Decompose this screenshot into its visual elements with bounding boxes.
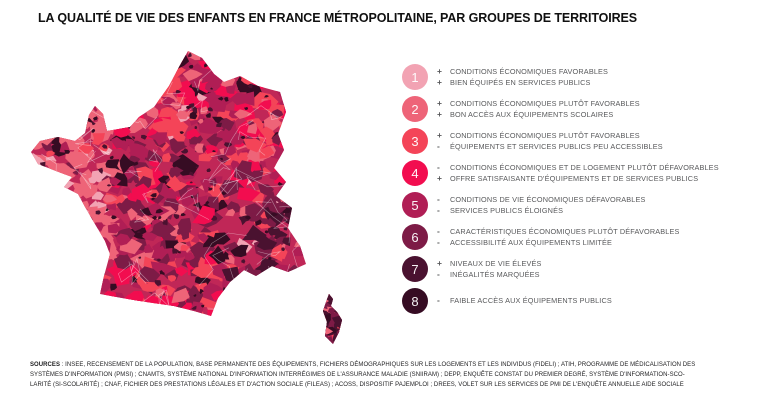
legend-group-5 (402, 192, 754, 218)
plus-sign: + (437, 129, 442, 140)
sources-label: SOURCES (30, 362, 61, 368)
plus-sign: + (437, 65, 442, 76)
legend-text: INÉGALITÉS MARQUÉES (450, 270, 540, 279)
sources-line-1: : INSEE, RECENSEMENT DE LA POPULATION, BASE PERMANENTE DES ÉQUIPEMENTS, FICHIERS DÉMOGRAPHIQUES SUR LES LOGEMENTS ET LES INDIVIDUS (FIDELI) ; ATIH, PROGRAMME DE MÉDICALISATION DES (60, 362, 696, 368)
minus-sign: - (437, 141, 440, 151)
plus-sign: + (437, 97, 442, 108)
legend-text: CARACTÉRISTIQUES ÉCONOMIQUES PLUTÔT DÉFAVORABLES (450, 226, 680, 236)
choropleth-map-container (28, 48, 360, 356)
sources-line-2: SYSTÈMES D'INFORMATION (PMSI) ; CNAMTS, SYSTÈME NATIONAL D'INFORMATION INTERRÉGIMES DE L'ASSURANCE MALADIE (SNIIRAM) ; DEPP, ENQUÊTE CONSTAT DU PREMIER DEGRÉ, SYSTÈME D'INFORMATION-SCO- (30, 372, 685, 378)
minus-sign: - (437, 161, 440, 172)
minus-sign: - (437, 193, 440, 204)
legend-group-4 (402, 160, 754, 186)
legend-text: CONDITIONS ÉCONOMIQUES ET DE LOGEMENT PLUTÔT DÉFAVORABLES (450, 162, 719, 172)
legend-text: BIEN ÉQUIPÉS EN SERVICES PUBLICS (450, 78, 591, 87)
group-3-badge: 3 (402, 128, 428, 154)
legend-text: NIVEAUX DE VIE ÉLEVÉS (450, 258, 542, 268)
legend-text: CONDITIONS DE VIE ÉCONOMIQUES DÉFAVORABLES (450, 194, 646, 204)
group-4-badge: 4 (402, 160, 428, 186)
sources-line-3: LARITÉ (SI-SCOLARITÉ) ; CNAF, FICHIER DES PRESTATIONS LÉGALES ET D'ACTION SOCIALE (FILEAS) ; ACOSS, DISPOSITIF PAJEMPLOI ; DREES, VOLET SUR LES SERVICES DE PMI DE L'ENQUÊTE ANNUELLE AIDE SOCIALE (30, 382, 684, 388)
legend-text: FAIBLE ACCÈS AUX ÉQUIPEMENTS PUBLICS (450, 296, 612, 306)
plus-sign: + (437, 257, 442, 268)
group-1-badge: 1 (402, 64, 428, 90)
group-5-badge: 5 (402, 192, 428, 218)
france-map (28, 48, 360, 356)
sources-note (30, 360, 762, 390)
minus-sign: - (437, 237, 440, 247)
legend-group-7 (402, 256, 754, 282)
legend-text: ACCESSIBILITÉ AUX ÉQUIPEMENTS LIMITÉE (450, 238, 613, 247)
legend-group-8 (402, 288, 754, 314)
legend-text: BON ACCÈS AUX ÉQUIPEMENTS SCOLAIRES (450, 110, 614, 119)
minus-sign: - (437, 269, 440, 279)
legend-text: CONDITIONS ÉCONOMIQUES PLUTÔT FAVORABLES (450, 98, 640, 108)
map-choropleth-texture (28, 48, 352, 353)
minus-sign: - (437, 205, 440, 215)
legend-text: CONDITIONS ÉCONOMIQUES FAVORABLES (450, 66, 609, 76)
legend-text: ÉQUIPEMENTS ET SERVICES PUBLICS PEU ACCESSIBLES (450, 142, 663, 151)
legend-text: CONDITIONS ÉCONOMIQUES PLUTÔT FAVORABLES (450, 130, 640, 140)
legend-group-1 (402, 64, 754, 90)
plus-sign: + (437, 173, 442, 183)
legend-text: SERVICES PUBLICS ÉLOIGNÉS (450, 206, 564, 215)
group-8-badge: 8 (402, 288, 428, 314)
plus-sign: + (437, 109, 442, 119)
legend-group-3 (402, 128, 754, 154)
legend-text: OFFRE SATISFAISANTE D'ÉQUIPEMENTS ET DE SERVICES PUBLICS (450, 174, 699, 183)
map-legend (402, 64, 754, 320)
minus-sign: - (437, 225, 440, 236)
group-6-badge: 6 (402, 224, 428, 250)
group-2-badge: 2 (402, 96, 428, 122)
group-7-badge: 7 (402, 256, 428, 282)
minus-sign: - (437, 295, 440, 306)
legend-group-6 (402, 224, 754, 250)
legend-group-2 (402, 96, 754, 122)
plus-sign: + (437, 77, 442, 87)
page-title: LA QUALITÉ DE VIE DES ENFANTS EN FRANCE MÉTROPOLITAINE, PAR GROUPES DE TERRITOIRES (38, 11, 638, 25)
